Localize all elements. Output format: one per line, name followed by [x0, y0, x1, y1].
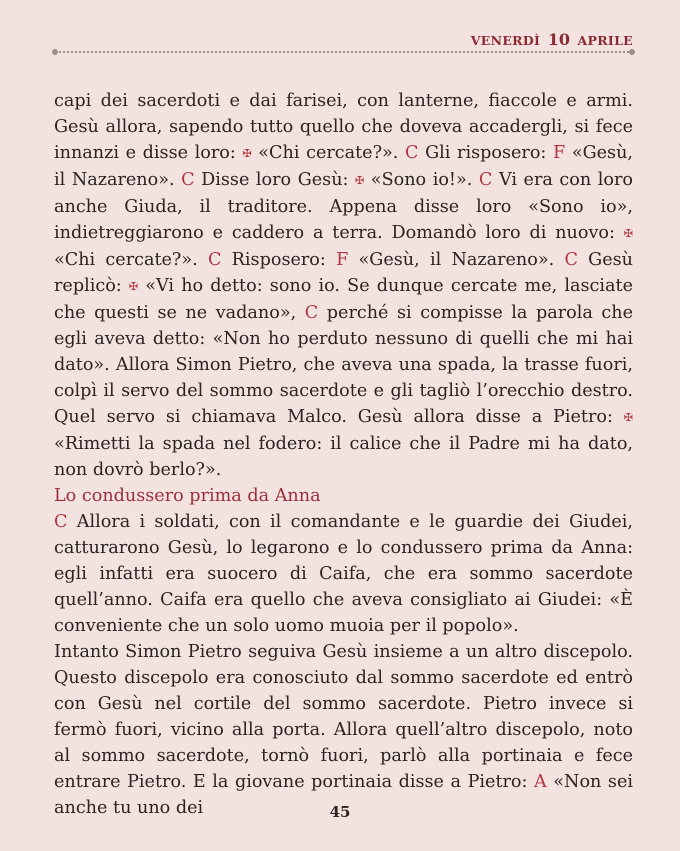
text-run: Disse loro Gesù:: [194, 170, 356, 190]
speaker-marker: C: [181, 170, 195, 190]
text-run: «Chi cercate?».: [54, 250, 208, 270]
text-run: «Vi ho detto: sono io. Se dunque cercate me, lasciate che questi se ne vadano»,: [54, 276, 633, 323]
text-run: «Sono io!».: [364, 170, 479, 190]
cross-icon: ✠: [242, 147, 252, 160]
text-run: «Gesù, il Nazareno».: [348, 250, 565, 270]
cross-icon: ✠: [623, 411, 633, 424]
text-run: «Rimetti la spada nel fodero: il calice che il Padre mi ha dato, non dovrò berlo?».: [54, 434, 633, 480]
text-run: Gesù replicò:: [54, 250, 633, 296]
header-day-number: 10: [547, 30, 570, 49]
text-run: capi dei sacerdoti e dai farisei, con lanterne, fiaccole e armi. Gesù allora, sapendo tutto quello che doveva accadergli, si fece innanzi e disse loro:: [54, 91, 633, 163]
text-run: Gli risposero:: [418, 143, 553, 163]
text-run: Vi era con loro anche Giuda, il traditore. Appena disse loro «Sono io», indietreggiarono e caddero a terra. Domandò loro di nuovo:: [54, 170, 633, 243]
cross-icon: ✠: [355, 174, 365, 187]
speaker-marker: C: [304, 303, 319, 323]
cross-icon: ✠: [128, 280, 139, 293]
page-number: 45: [329, 803, 351, 821]
speaker-marker: A: [534, 772, 547, 792]
section-title: Lo condussero prima da Anna: [54, 486, 321, 506]
text-run: Intanto Simon Pietro seguiva Gesù insieme a un altro discepolo. Questo discepolo era conosciuto dal sommo sacerdote ed entrò con Gesù nel cortile del sommo sacerdote. Pietro invece si fermò fuori, vicino alla porta. Allora quell’altro discepolo, noto al sommo sacerdote, tornò fuori, parlò alla portinaia e fece entrare Pietro. E la giovane portinaia disse a Pietro:: [54, 642, 633, 792]
header-month: APRILE: [577, 33, 633, 48]
cross-icon: ✠: [623, 227, 633, 240]
speaker-marker: C: [54, 512, 68, 532]
text-run: «Chi cercate?».: [251, 143, 406, 163]
speaker-marker: C: [405, 143, 419, 163]
speaker-marker: F: [336, 250, 349, 270]
text-run: «Non sei anche tu uno dei: [54, 772, 633, 818]
text-run: perché si compisse la parola che egli aveva detto: «Non ho perduto nessuno di quelli che mi hai dato». Allora Simon Pietro, che aveva una spada, la trasse fuori, colpì il servo del sommo sacerdote e gli tagliò l’orecchio destro. Quel servo si chiamava Malco. Gesù allora disse a Pietro:: [54, 303, 633, 427]
speaker-marker: C: [478, 170, 493, 190]
text-run: Allora i soldati, con il comandante e le guardie dei Giudei, catturarono Gesù, lo legarono e lo condussero prima da Anna: egli infatti era suocero di Caifa, che era sommo sacerdote quell’anno. Caifa era quello che aveva consigliato ai Giudei: «È conveniente che un solo uomo muoia per il popolo».: [54, 512, 633, 636]
speaker-marker: F: [552, 143, 566, 163]
page-header: [54, 30, 633, 49]
header-weekday: VENERDÌ: [470, 33, 541, 48]
header-dotted-divider: [54, 51, 633, 53]
paragraph-1: [54, 88, 633, 483]
paragraph-3: [54, 639, 633, 821]
text-run: «Gesù, il Nazareno».: [54, 143, 633, 190]
speaker-marker: C: [564, 250, 578, 270]
speaker-marker: C: [207, 250, 222, 270]
text-run: Risposero:: [221, 250, 337, 270]
passage-body: [54, 88, 633, 821]
paragraph-2: [54, 509, 633, 639]
